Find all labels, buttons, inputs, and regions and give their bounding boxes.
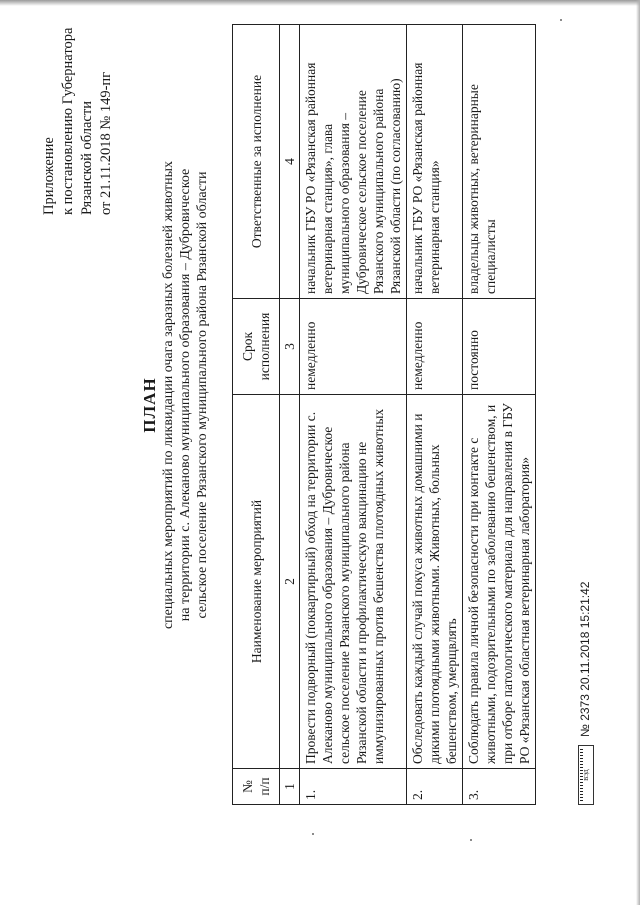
measure-term: постоянно	[463, 299, 536, 395]
column-number: 2	[280, 395, 300, 769]
row-number: 3.	[463, 769, 536, 805]
appendix-block	[40, 5, 116, 215]
measure-text: Обследовать каждый случай покуса животных домашними и дикими плотоядными животными. Животных, больных бешенством, умерщвлять	[407, 395, 463, 769]
subtitle-line: сельское поселение Рязанского муниципального района Рязанской области	[195, 171, 210, 619]
header-term: Срок исполнения	[233, 299, 280, 395]
table-row	[407, 25, 463, 805]
row-number: 2.	[407, 769, 463, 805]
barcode-icon	[580, 749, 583, 801]
appendix-decree: к постановлению Губернатора	[60, 27, 76, 215]
page-subtitle	[160, 115, 211, 675]
header-num: № п/п	[233, 769, 280, 805]
measure-text: Соблюдать правила личной безопасности при контакте с животными, подозрительными по заболеванию бешенством, и при отборе патологического материала для направления в ГБУ РО «Рязанская областная ветеринарная лаборатория»	[463, 395, 536, 769]
measure-responsible: начальник ГБУ РО «Рязанская районная ветеринарная станция», глава муниципального образования – Дубровическое сельское поселение Рязанского муниципального района Рязанской области (по согласованию)	[300, 25, 407, 299]
header-responsible: Ответственные за исполнение	[233, 25, 280, 299]
appendix-region: Рязанской области	[79, 101, 95, 215]
table-row	[300, 25, 407, 805]
measure-term: немедленно	[407, 299, 463, 395]
column-number: 3	[280, 299, 300, 395]
scan-speck	[560, 19, 562, 21]
plan-table	[232, 24, 536, 805]
header-name: Наименование мероприятий	[233, 395, 280, 769]
subtitle-line: на территории с. Алеканово муниципального образования – Дубровическое	[178, 168, 193, 622]
column-number: 4	[280, 25, 300, 299]
page-title: ПЛАН	[140, 377, 159, 433]
scan-speck	[470, 839, 472, 841]
subtitle-line: специальных мероприятий по ликвидации очага заразных болезней животных	[161, 160, 176, 630]
table-row	[463, 25, 536, 805]
stamp-label: ВЭД	[584, 769, 590, 781]
appendix-date-number: от 21.11.2018 № 149-пг	[98, 71, 114, 215]
column-number: 1	[280, 769, 300, 805]
registration-mark: № 2373 20.11.2018 15:21:42	[578, 581, 592, 737]
measure-text: Провести подворный (поквартирный) обход на территории с. Алеканово муниципального образования – Дубровическое сельское поселение Рязанского муниципального района Рязанской области и профилактическую вакцинацию не иммунизированных против бешенства плотоядных животных	[300, 395, 407, 769]
row-number: 1.	[300, 769, 407, 805]
measure-term: немедленно	[300, 299, 407, 395]
table-header-row	[233, 25, 280, 805]
measure-responsible: начальник ГБУ РО «Рязанская районная ветеринарная станция»	[407, 25, 463, 299]
column-number-row	[280, 25, 300, 805]
scan-speck	[312, 833, 314, 835]
appendix-title: Приложение	[41, 137, 57, 215]
measure-responsible: владельцы животных, ветеринарные специалисты	[463, 25, 536, 299]
barcode-stamp	[578, 745, 594, 805]
